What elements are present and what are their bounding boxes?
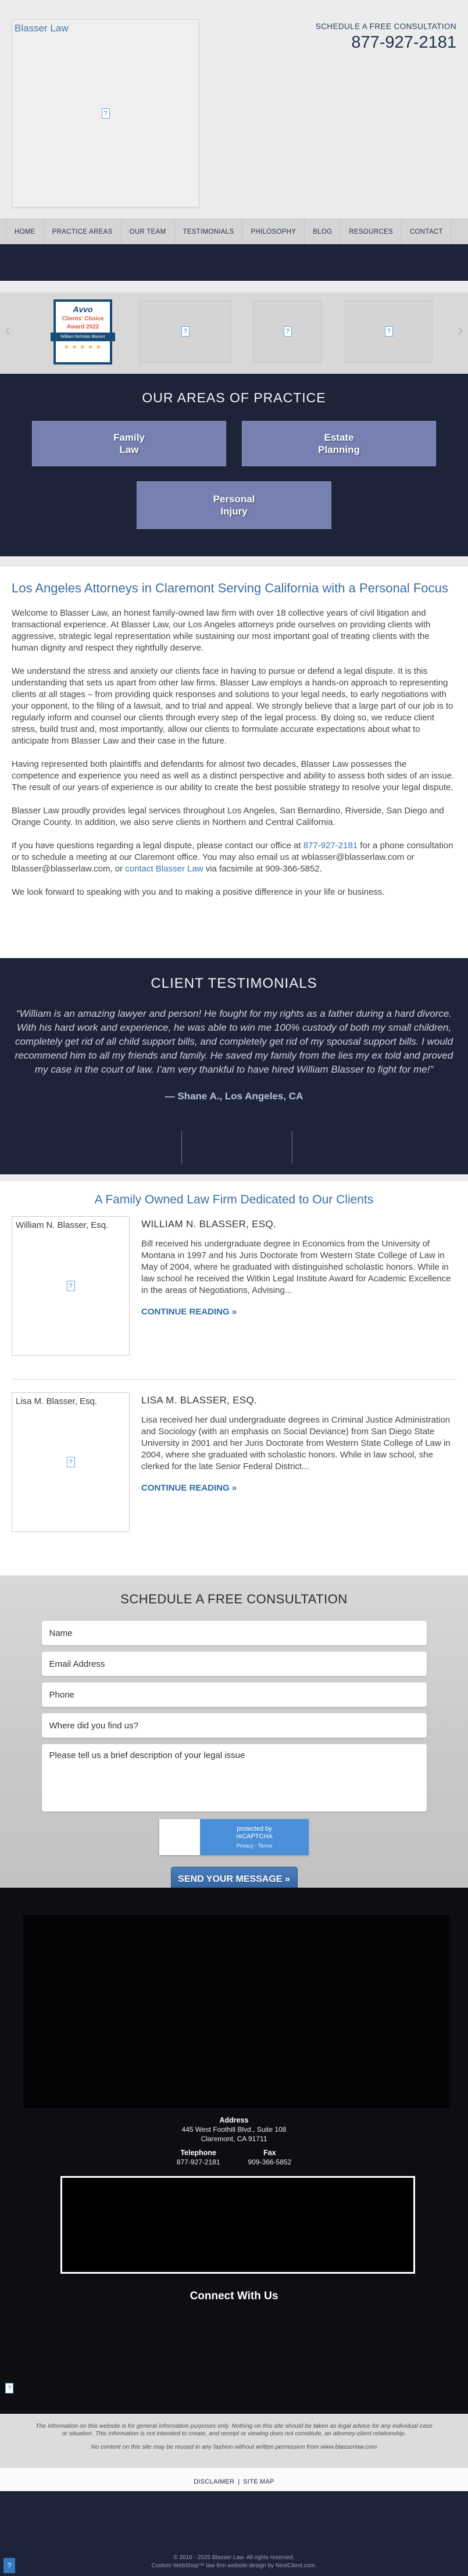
button-label: Planning [318,444,360,455]
testimonial-prev-control[interactable] [181,1131,182,1164]
main-nav [0,219,468,244]
nav-item-resources[interactable]: RESOURCES [340,219,401,244]
broken-image-icon: ? [67,1457,75,1467]
practice-button-row [0,421,468,466]
practice-title: OUR AREAS OF PRACTICE [142,390,326,405]
name-field[interactable] [42,1621,427,1645]
send-message-button[interactable]: SEND YOUR MESSAGE » [171,1867,298,1892]
broken-image-icon: ? [181,326,190,337]
navy-divider-band [0,244,468,281]
intro-paragraph [12,840,456,875]
phone-field[interactable] [42,1682,427,1707]
recaptcha-widget[interactable] [159,1819,309,1855]
attorney-name: WILLIAM N. BLASSER, ESQ. [141,1219,277,1230]
copyright-line1: © 2016 - 2025 Blasser Law. All rights reserved. [173,2554,295,2561]
fax-label: Fax [263,2149,276,2157]
award-badge-placeholder[interactable] [253,300,321,363]
address-line2: Claremont, CA 91711 [201,2135,267,2143]
paragraph-text: If you have questions regarding a legal dispute, please contact our office at [12,841,303,851]
logo-alt-text: Blasser Law [15,23,69,34]
attorney-bio: Bill received his undergraduate degree in Economics from the University of Montana in 1997 and his Juris Doctorate from Western State College of Law in May of 2004, where he graduated with distinguished scholastic honors. While in law school he received the Witkin Legal Institute Award for Academic Excellence in the areas of Negotiations, Advising... [141,1239,451,1295]
continue-reading-link[interactable]: CONTINUE READING » [141,1307,237,1317]
areas-of-practice-section [0,374,468,556]
attorney-profile-lisa [12,1392,456,1532]
connect-with-us-heading: Connect With Us [190,2290,278,2302]
award-badges-carousel [0,292,468,374]
paragraph-text: via facsimile at 909-366-5852. [203,864,322,874]
button-label: Injury [220,506,248,517]
award-badge-placeholder[interactable] [139,300,231,363]
avvo-brand: Avvo [73,305,93,314]
recaptcha-links[interactable]: Privacy - Terms [236,1843,273,1849]
intro-paragraph: We understand the stress and anxiety our clients face in having to pursue or defend a legal dispute. It is this understanding that sets us apart from other law firms. Blasser Law employs a hands-on approach to representing clients at all stages – from providing quick responses and solutions to your legal needs, to early negotiations with your opponent, to the filing of a lawsuit, and to trial and appeal. We strongly believe that a large part of our job is to regularly inform and counsel our clients through every step of the legal process. By doing so, we reduce client stress, build trust and, most importantly, allow our clients to formulate accurate expectations about what to anticipate from Blasser Law and their case in the future. [12,666,453,746]
telephone-column [177,2148,220,2167]
header-contact [316,22,456,52]
recaptcha-checkbox-area[interactable] [159,1819,200,1855]
sitemap-link[interactable]: SITE MAP [243,2478,274,2485]
page-title: Los Angeles Attorneys in Claremont Serving California with a Personal Focus [12,581,448,595]
broken-social-icon[interactable]: ? [5,2383,13,2393]
accessibility-widget-icon[interactable]: ? [3,2558,15,2573]
header-cta-text: SCHEDULE A FREE CONSULTATION [315,22,456,31]
broken-image-icon: ? [385,326,393,337]
address-block [0,2116,468,2143]
avvo-award-line1: Clients' Choice [62,316,104,322]
nav-item-testimonials[interactable]: TESTIMONIALS [174,219,242,244]
attorney-photo-placeholder[interactable] [12,1392,130,1532]
avvo-star-rating: ★ ★ ★ ★ ★ [64,344,102,351]
telephone-label: Telephone [180,2149,216,2157]
legal-disclaimer-band [0,2414,468,2468]
link-separator: | [238,2478,240,2485]
intro-paragraph: Blasser Law proudly provides legal services throughout Los Angeles, San Bernardino, Riverside, San Diego and Orange County. In addition, we also serve clients in Northern and Central California. [12,806,444,827]
carousel-prev-icon[interactable]: ‹ [5,320,10,340]
avvo-clients-choice-badge[interactable] [53,299,112,365]
attorney-bio: Lisa received her dual undergraduate degrees in Criminal Justice Administration and Sociology (with an emphasis on Social Deviance) from San Diego State University in 2001 and her Juris Doctorate from Western State College of Law in 2004, where she graduated with scholastic honors. While in law school, she clerked for the late Senior Federal District... [141,1415,451,1471]
phone-link[interactable]: 877-927-2181 [303,841,358,851]
avvo-attorney-name: William Nicholas Blasser [51,333,115,341]
footer-links-band [0,2468,468,2491]
video-embed[interactable] [23,1914,451,2109]
button-label: Personal [213,494,255,505]
disclaimer-text: The information on this website is for general information purposes only. Nothing on this site should be taken as legal advice for any individual case or situation. This information is not intended to create, and receipt or viewing does not constitute, an attorney-client relationship. [35,2423,433,2437]
button-label: Family [113,432,145,443]
carousel-next-icon[interactable]: › [458,320,463,340]
spacer [0,281,468,292]
address-label: Address [219,2116,249,2124]
form-title: SCHEDULE A FREE CONSULTATION [120,1592,348,1606]
intro-paragraph: Welcome to Blasser Law, an honest family-owned law firm with over 18 collective years of civil litigation and transactional experience. At Blasser Law, our Los Angeles attorneys pride ourselves on providing clients with aggressive, strategic legal representation while sustaining our most important goal of treating clients with the human dignity and respect they rightfully deserve. [12,608,431,653]
header [0,0,468,219]
testimonial-quote: “William is an amazing lawyer and person! He fought for my rights as a father during a hard divorce. With his hard work and experience, he was able to win me 100% custody of both my small children, completely get rid of all child support bills, and completely get rid of my spousal support bills. I would recommend him to all my friends and family. He saved my family from the lies my ex told and proved my case in the court of law. I'am very thankful to have hired William Blasser to fight for me!” [15,1008,453,1075]
button-label: Law [119,444,139,455]
nav-item-home[interactable]: HOME [6,219,44,244]
photo-alt-text: Lisa M. Blasser, Esq. [16,1396,98,1406]
copyright-block [0,2554,468,2570]
practice-button-row [0,481,468,529]
broken-image-icon: ? [67,1281,75,1291]
attorney-photo-placeholder[interactable] [12,1216,130,1356]
avvo-award-line2: Award 2022 [66,324,99,330]
no-reuse-text: No content on this site may be reused in any fashion without written permission from www.blasserlaw.com [91,2443,377,2450]
nav-item-philosophy[interactable]: PHILOSOPHY [242,219,304,244]
recaptcha-text: protected by reCAPTCHA [236,1825,273,1840]
message-field[interactable] [42,1744,427,1812]
consultation-form-section [0,1575,468,1888]
firm-logo[interactable] [12,19,199,208]
paragraph-text: for a phone consultation or to schedule a meeting at our Claremont office. You may also email us at wblasser@blasserlaw.com or lblasser@blasserlaw.com, or [12,841,453,874]
fax-column [248,2148,292,2167]
award-badge-placeholder[interactable] [345,300,433,363]
attorney-name: LISA M. BLASSER, ESQ. [141,1395,258,1406]
header-phone[interactable]: 877-927-2181 [351,33,456,52]
broken-image-icon: ? [102,108,110,119]
family-law-button[interactable] [32,421,226,466]
attorney-bio-column [141,1216,456,1356]
estate-planning-button[interactable] [242,421,436,466]
email-field[interactable] [42,1652,427,1676]
client-testimonials-section [0,958,468,1174]
nav-item-contact[interactable]: CONTACT [401,219,452,244]
contact-link[interactable]: contact Blasser Law [125,864,203,874]
copyright-line2: Custom WebShop™ law firm website design by NextClient.com. [151,2563,317,2569]
testimonial-attribution: — Shane A., Los Angeles, CA [165,1091,303,1102]
site-footer [0,2491,468,2576]
spacer [0,1174,468,1181]
spacer [0,556,468,567]
address-line1: 445 West Foothill Blvd., Suite 108 [181,2125,287,2134]
nav-item-blog[interactable]: BLOG [304,219,340,244]
continue-reading-link[interactable]: CONTINUE READING » [141,1483,237,1493]
fax-number: 909-366-5852 [248,2158,292,2166]
intro-paragraph: Having represented both plaintiffs and defendants for almost two decades, Blasser Law possesses the competence and experience you need as well as a distinct perspective and ability to assess both sides of an issue. The result of our years of experience is our ability to create the best possible strategy to resolve your legal dispute. [12,759,455,792]
attorney-profile-william [12,1216,456,1356]
intro-section [0,567,468,958]
team-section [0,1181,468,1575]
recaptcha-branding [200,1819,309,1855]
personal-injury-button[interactable] [137,481,331,529]
dark-footer-section [0,1888,468,2414]
testimonials-title: CLIENT TESTIMONIALS [151,976,317,991]
nav-item-our-team[interactable]: OUR TEAM [121,219,174,244]
nav-item-practice-areas[interactable]: PRACTICE AREAS [44,219,121,244]
disclaimer-link[interactable]: DISCLAIMER [194,2478,235,2485]
button-label: Estate [324,432,354,443]
map-embed[interactable] [60,2176,415,2274]
referral-field[interactable] [42,1713,427,1738]
telephone-fax-block [0,2148,468,2167]
team-heading: A Family Owned Law Firm Dedicated to Our Clients [94,1193,374,1206]
intro-paragraph: We look forward to speaking with you and to making a positive difference in your life or business. [12,887,385,897]
broken-image-icon: ? [284,326,292,337]
telephone-number[interactable]: 877-927-2181 [176,2158,220,2166]
attorney-bio-column [141,1392,456,1532]
divider [12,1379,456,1380]
photo-alt-text: William N. Blasser, Esq. [16,1220,109,1230]
